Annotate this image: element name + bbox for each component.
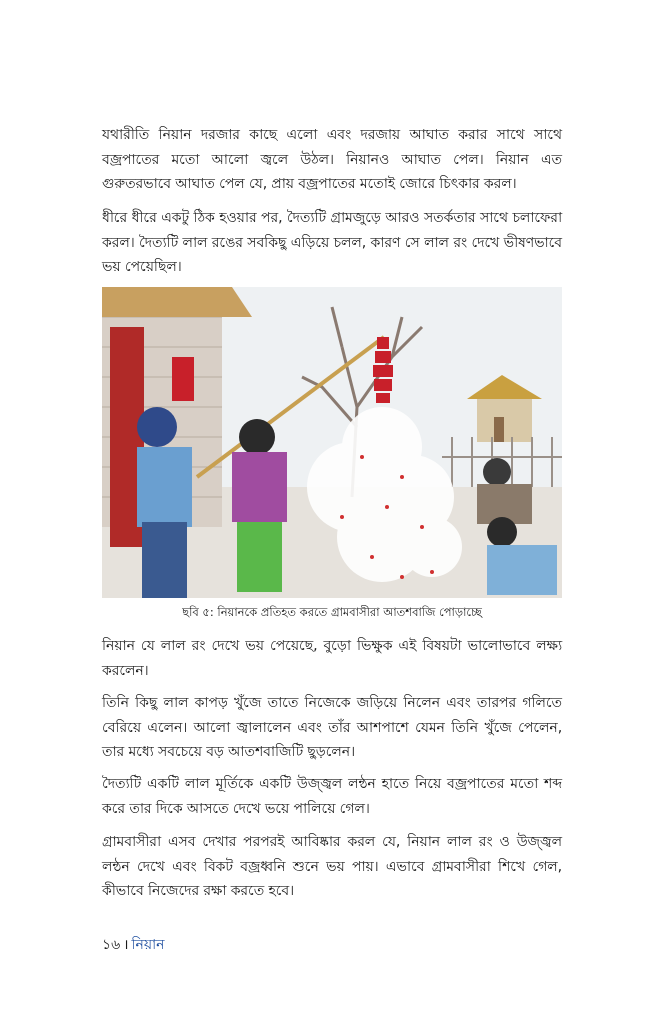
paragraph-2: ধীরে ধীরে একটু ঠিক হওয়ার পর, দৈত্যটি গ্রামজুড়ে আরও সতর্কতার সাথে চলাফেরা করল। দৈত্যটি লাল রঙের সবকিছু এড়িয়ে চলল, কারণ সে লাল রং দেখে ভীষণভাবে ভয় পেয়েছিল। [102, 210, 562, 275]
figure-caption: ছবি ৫: নিয়ানকে প্রতিহত করতে গ্রামবাসীরা আতশবাজি পোড়াচ্ছে [182, 605, 482, 619]
paragraph-6: গ্রামবাসীরা এসব দেখার পরপরই আবিষ্কার করল যে, নিয়ান লাল রং ও উজ্জ্বল লন্ঠন দেখে এবং বিকট বজ্রধ্বনি শুনে ভয় পায়। এভাবে গ্রামবাসীরা শিখে গেল, কীভাবে নিজেদের রক্ষা করতে হবে। [102, 834, 562, 899]
illustration-villagers-firecrackers [102, 287, 562, 598]
paragraph-1: যথারীতি নিয়ান দরজার কাছে এলো এবং দরজায় আঘাত করার সাথে সাথে বজ্রপাতের মতো আলো জ্বলে উঠল। নিয়ানও আঘাত পেল। নিয়ান এত গুরুতরভাবে আঘাত পেল যে, প্রায় বজ্রপাতের মতোই জোরে চিৎকার করল। [102, 127, 562, 192]
page-footer [102, 935, 165, 955]
illustration-drawing [102, 287, 562, 598]
paragraph-5: দৈত্যটি একটি লাল মূর্তিকে একটি উজ্জ্বল লন্ঠন হাতে নিয়ে বজ্রপাতের মতো শব্দ করে তার দিকে আসতে দেখে ভয়ে পালিয়ে গেল। [102, 776, 562, 817]
footer-separator: । [123, 937, 129, 953]
paragraph-4: তিনি কিছু লাল কাপড় খুঁজে তাতে নিজেকে জড়িয়ে নিলেন এবং তারপর গলিতে বেরিয়ে এলেন। আলো জ্বালালেন এবং তাঁর আশপাশে যেমন তিনি খুঁজে পেলেন, তার মধ্যে সবচেয়ে বড় আতশবাজিটি ছুড়লেন। [102, 695, 562, 760]
hut [477, 397, 532, 442]
paragraph-3: নিয়ান যে লাল রং দেখে ভয় পেয়েছে, বুড়ো ভিক্ষুক এই বিষয়টা ভালোভাবে লক্ষ্য করলেন। [102, 638, 562, 679]
book-title: নিয়ান [131, 937, 165, 953]
page-number: ১৬ [102, 937, 121, 953]
